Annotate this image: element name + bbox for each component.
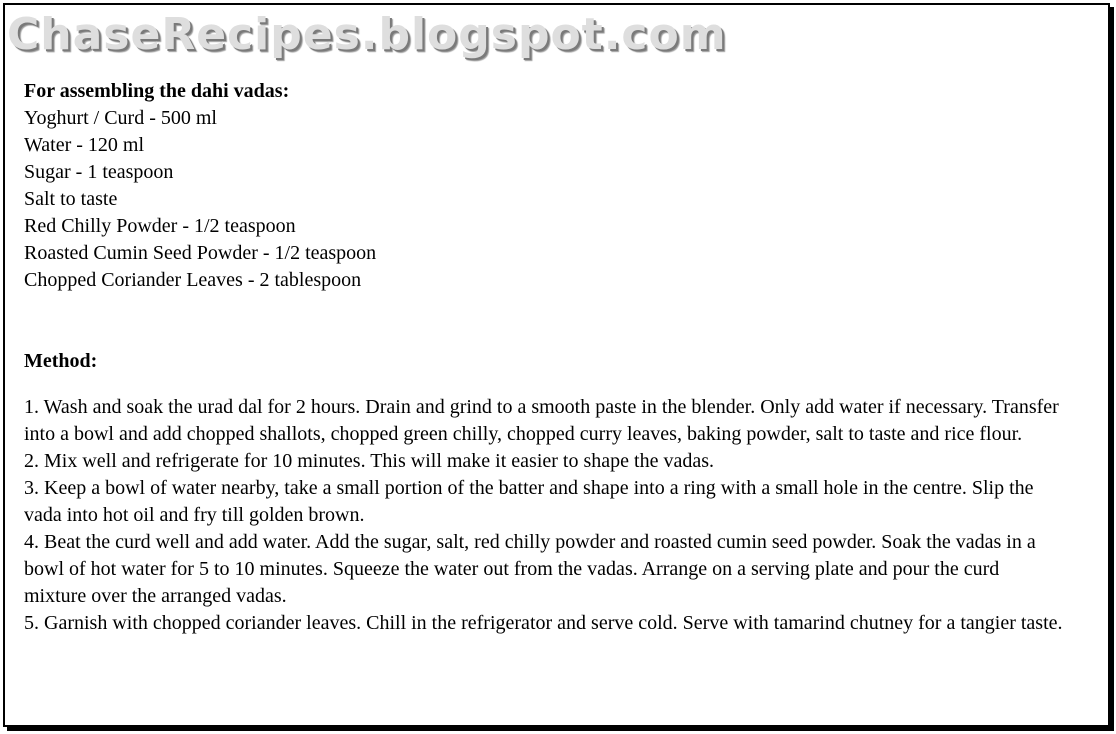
ingredient-item: Yoghurt / Curd - 500 ml xyxy=(24,107,217,129)
method-step: 2. Mix well and refrigerate for 10 minutes. This will make it easier to shape the vadas. xyxy=(24,450,714,472)
method-step: 1. Wash and soak the urad dal for 2 hours. Drain and grind to a smooth paste in the blender. Only add water if necessary. Transfer into a bowl and add chopped shallots, chopped green chilly, chopped curry leaves, baking powder, salt to taste and rice flour. xyxy=(24,396,1059,445)
method-step: 4. Beat the curd well and add water. Add the sugar, salt, red chilly powder and roasted cumin seed powder. Soak the vadas in a bowl of hot water for 5 to 10 minutes. Squeeze the water out from the vadas. Arrange on a serving plate and pour the curd mixture over the arranged vadas. xyxy=(24,531,1036,607)
recipe-document xyxy=(24,78,1064,637)
ingredient-item: Salt to taste xyxy=(24,188,118,210)
watermark-logo: ChaseRecipes.blogspot.com xyxy=(7,9,727,60)
heading-spacer xyxy=(24,375,1064,394)
ingredient-item: Roasted Cumin Seed Powder - 1/2 teaspoon xyxy=(24,242,377,264)
document-frame xyxy=(3,3,1110,727)
ingredient-item: Water - 120 ml xyxy=(24,134,145,156)
method-heading: Method: xyxy=(24,350,98,372)
ingredient-item: Red Chilly Powder - 1/2 teaspoon xyxy=(24,215,296,237)
method-section xyxy=(24,348,1064,637)
method-step: 3. Keep a bowl of water nearby, take a small portion of the batter and shape into a ring with a small hole in the centre. Slip the vada into hot oil and fry till golden brown. xyxy=(24,477,1034,526)
assembling-section xyxy=(24,78,1064,294)
method-step: 5. Garnish with chopped coriander leaves. Chill in the refrigerator and serve cold. Serve with tamarind chutney for a tangier taste. xyxy=(24,612,1063,634)
ingredient-item: Chopped Coriander Leaves - 2 tablespoon xyxy=(24,269,362,291)
ingredient-item: Sugar - 1 teaspoon xyxy=(24,161,174,183)
assembling-heading: For assembling the dahi vadas: xyxy=(24,80,290,102)
section-spacer xyxy=(24,294,1064,348)
